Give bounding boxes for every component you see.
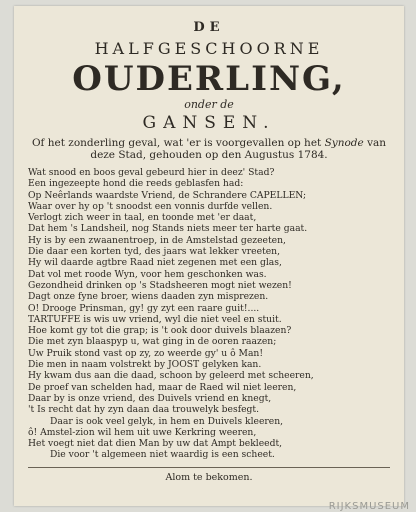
poem-line: Die daar een korten tyd, des jaars wat lekker vreeten, bbox=[28, 246, 281, 258]
poem-line: O! Drooge Prinsman, gy! gy zyt een raare guit!.... bbox=[28, 302, 260, 314]
poem-line: Uw Pruik stond vast op zy, zo weerde gy' u ô Man! bbox=[28, 347, 264, 359]
poem-line: Een ingezeepte hond die reeds geblasfen had: bbox=[28, 178, 244, 190]
poem-line: Hy wil daarde agtbre Raad niet zegenen met een glas, bbox=[28, 257, 282, 269]
poem-line: Die met zyn blaaspyp u, wat ging in de ooren raazen; bbox=[28, 336, 277, 348]
poem-line: Daar is ook veel gelyk, in hem en Duivels kleeren, bbox=[50, 415, 284, 427]
poem-line: 't Is recht dat hy zyn daan daa trouwelyk besfegt. bbox=[28, 404, 260, 416]
title-main: OUDERLING, bbox=[72, 59, 346, 99]
poem-line: Dat hem 's Landsheil, nog Stands niets meer ter harte gaat. bbox=[28, 223, 308, 235]
collection-stamp: RIJKSMUSEUM bbox=[328, 501, 410, 512]
title-preposition: onder de bbox=[184, 98, 234, 111]
subtitle-synode: Synode bbox=[324, 137, 364, 149]
poem-line: Hoe komt gy tot die grap; is 't ook door duivels blaazen? bbox=[28, 325, 292, 337]
poem-line: Gezondheid drinken op 's Stadsheeren mogt niet wezen! bbox=[28, 279, 292, 291]
poem-line: Dagt onze fyne broer, wiens daaden zyn misprezen. bbox=[28, 291, 269, 303]
poem-line: Dat vol met roode Wyn, voor hem geschonken was. bbox=[28, 268, 267, 280]
poem-line: TARTUFFE is wis uw vriend, wyl die niet veel en stuit. bbox=[28, 313, 282, 325]
poem-line: Waar over hy op 't snoodst een vonnis durfde vellen. bbox=[28, 200, 273, 212]
title-adjective: HALFGESCHOORNE bbox=[94, 39, 324, 58]
poem-line: De proef van schelden had, maar de Raed wil niet leeren, bbox=[28, 381, 297, 393]
subtitle bbox=[28, 137, 390, 161]
document-content bbox=[28, 20, 390, 492]
divider bbox=[28, 467, 390, 468]
title-block bbox=[28, 20, 390, 133]
poem-line: Op Neêrlands waardste Vriend, de Schrandere CAPELLEN; bbox=[28, 189, 307, 201]
poem-line: Die voor 't algemeen niet waardig is een scheet. bbox=[50, 449, 275, 461]
poem-line: Hy kwam dus aan die daad, schoon by geleerd met scheeren, bbox=[28, 370, 314, 382]
title-article: DE bbox=[193, 20, 225, 35]
document-sheet bbox=[14, 6, 404, 506]
subtitle-part1: Of het zonderling geval, wat 'er is voorgevallen op het bbox=[31, 137, 325, 149]
poem-line: Het voegt niet dat dien Man by uw dat Ampt bekleedt, bbox=[28, 438, 283, 450]
poem-line: Hy is by een zwaanentroep, in de Amstelstad gezeeten, bbox=[28, 234, 286, 246]
title-geese: GANSEN. bbox=[142, 113, 276, 133]
subtitle-part2: van deze Stad, gehouden op den Augustus 1784. bbox=[90, 137, 387, 161]
poem-line: Die men in naam volstrekt by JOOST gelyken kan. bbox=[28, 359, 262, 371]
footer-note: Alom te bekomen. bbox=[165, 471, 253, 483]
poem-line: ô! Amstel-zion wil hem uit uwe Kerkring weeren, bbox=[28, 426, 257, 438]
poem bbox=[28, 167, 390, 461]
poem-line: Wat snood en boos geval gebeurd hier in deez' Stad? bbox=[28, 167, 275, 178]
poem-line: Verlogt zich weer in taal, en toonde met 'er daat, bbox=[28, 212, 257, 224]
poem-line: Daar by is onze vriend, des Duivels vriend en knegt, bbox=[28, 392, 272, 404]
